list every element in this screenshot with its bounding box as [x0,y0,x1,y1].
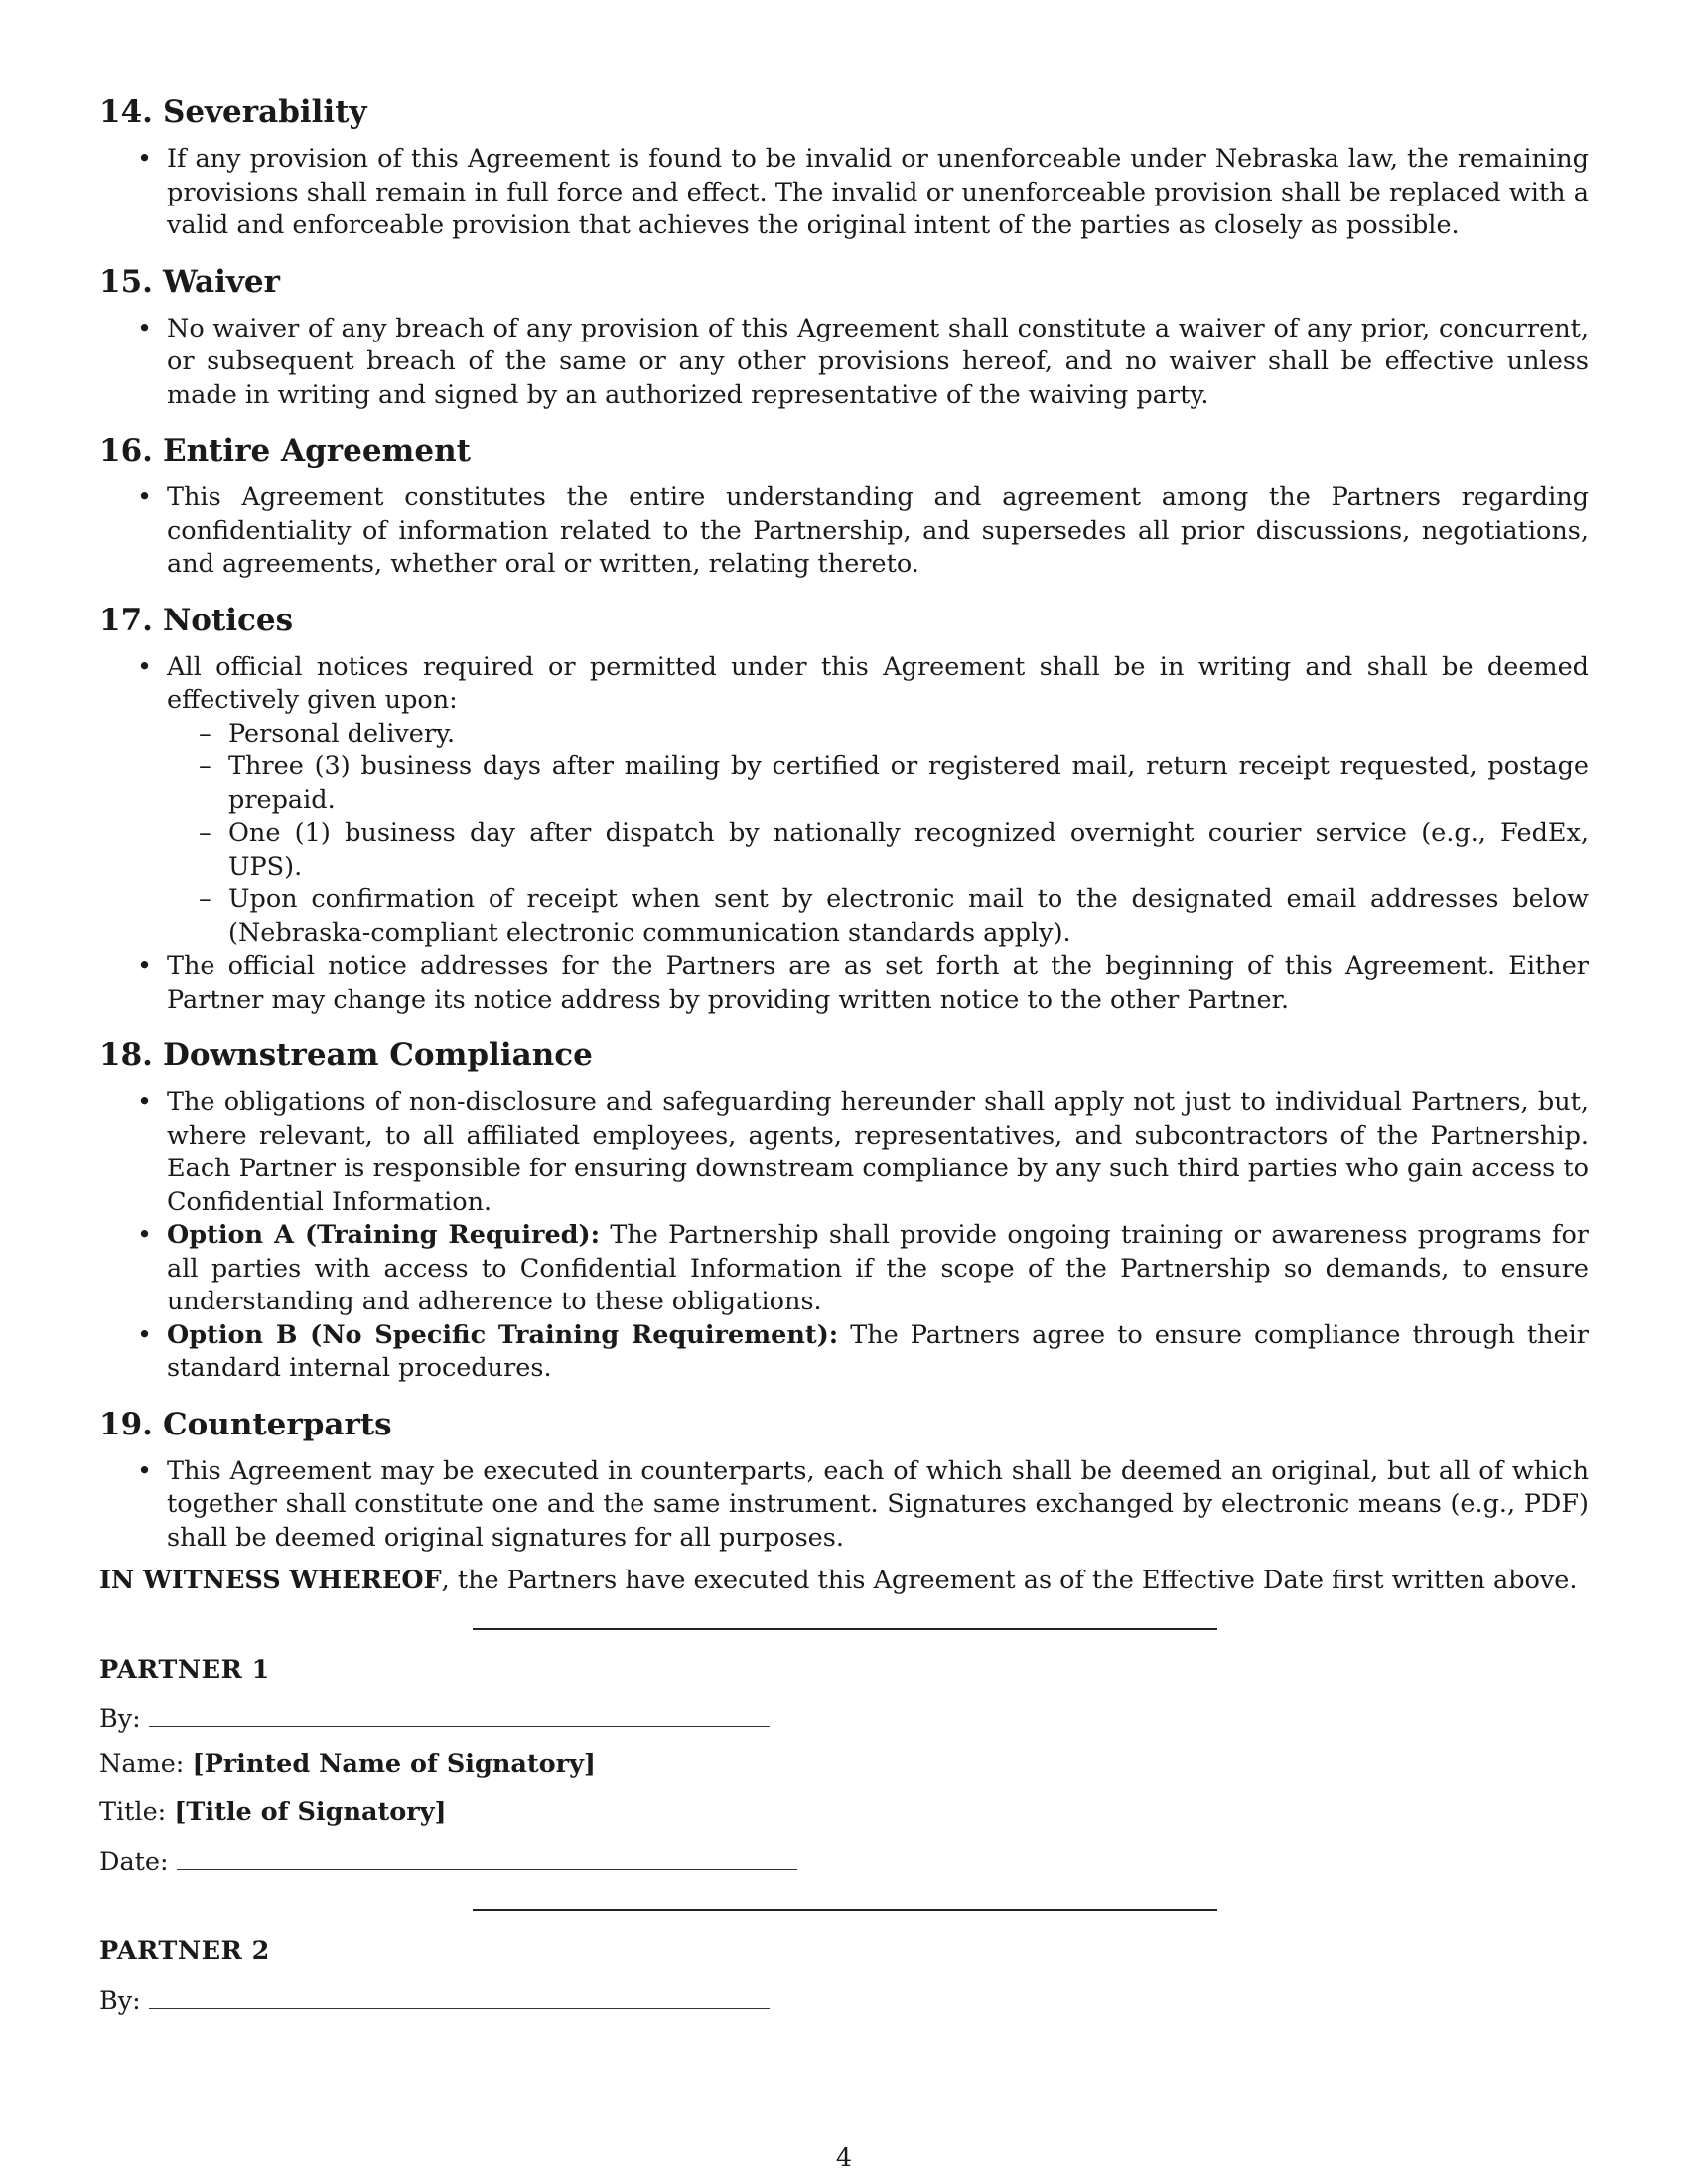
section-heading: 17. Notices [99,602,294,638]
sub-item: – Upon confirmation of receipt when sent by electronic mail to the designated email addresses below (Nebraska-compliant electronic communication standards apply). [228,884,1589,950]
witness-clause: IN WITNESS WHEREOF, the Partners have executed this Agreement as of the Effective Date first written above. [99,1566,1578,1595]
section-heading: 14. Severability [99,94,367,130]
bullet-item: • The obligations of non-disclosure and safeguarding hereunder shall apply not just to individual Partners, but, where relevant, to all affiliated employees, agents, representatives, and subcontractors of the Partnership. Each Partner is responsible for ensuring downstream compliance by any such third parties who gain access to Confidential Information. [167,1086,1589,1219]
section-entire-agreement [99,430,1589,582]
signature-line[interactable] [149,1701,770,1727]
printed-name: [Printed Name of Signatory] [192,1749,596,1779]
section-heading: 19. Counterparts [99,1406,392,1442]
section-heading: 16. Entire Agreement [99,433,471,469]
date-line[interactable] [177,1843,797,1870]
partner-1-title-row: Title: [Title of Signatory] [99,1797,447,1827]
bullet-item: • This Agreement may be executed in counterparts, each of which shall be deemed an original, but all of which together shall constitute one and the same instrument. Signatures exchanged by electronic means (e.g., PDF) shall be deemed original signatures for all purposes. [167,1455,1589,1556]
partner-2-by-row: By: [99,1982,1589,2016]
sub-item: – One (1) business day after dispatch by nationally recognized overnight courier service (e.g., FedEx, UPS). [228,817,1589,884]
partner-2-heading: PARTNER 2 [99,1936,270,1966]
signatory-title: [Title of Signatory] [174,1797,447,1827]
signature-line[interactable] [149,1982,770,2009]
partner-1-heading: PARTNER 1 [99,1654,270,1685]
document-page [99,91,1589,2016]
divider [473,1909,1217,1911]
partner-1-by-row: By: [99,1701,1589,1734]
bullet-item: • The official notice addresses for the Partners are as set forth at the beginning of this Agreement. Either Partner may change its notice address by providing written notice to the other Partner. [167,950,1589,1017]
section-counterparts [99,1404,1589,1556]
bullet-item: • Option A (Training Required): The Partnership shall provide ongoing training or awareness programs for all parties with access to Confidential Information if the scope of the Partnership so demands, to ensure understanding and adherence to these obligations. [167,1219,1589,1319]
section-severability [99,91,1589,243]
bullet-item: • This Agreement constitutes the entire understanding and agreement among the Partners regarding confidentiality of information related to the Partnership, and supersedes all prior discussions, negotiations, and agreements, whether oral or written, relating thereto. [167,481,1589,582]
divider [473,1628,1217,1630]
section-heading: 15. Waiver [99,263,280,300]
partner-1-date-row: Date: [99,1843,1589,1877]
bullet-item: • All official notices required or permitted under this Agreement shall be in writing and shall be deemed effectively given upon: – Personal delivery. – Three (3) business days after mailing by certified or registered mail, return receipt requested, postage prepaid. – One (1) business day after dispatch by nationally recognized overnight courier service (e.g., FedEx, UPS). – Upon confirmation of receipt when sent by electronic mail to the designated email addresses below (Nebraska-compliant electronic communication standards apply). [167,651,1589,951]
section-heading: 18. Downstream Compliance [99,1037,593,1073]
sub-item: – Personal delivery. [228,718,1589,751]
section-waiver [99,261,1589,413]
bullet-item: • No waiver of any breach of any provision of this Agreement shall constitute a waiver of any prior, concurrent, or subsequent breach of the same or any other provisions hereof, and no waiver shall be effective unless made in writing and signed by an authorized representative of the waiving party. [167,313,1589,413]
section-downstream-compliance [99,1034,1589,1386]
bullet-item: • Option B (No Specific Training Requirement): The Partners agree to ensure compliance through their standard internal procedures. [167,1319,1589,1386]
page-number: 4 [835,2143,853,2173]
section-notices [99,600,1589,1018]
bullet-item: • If any provision of this Agreement is found to be invalid or unenforceable under Nebraska law, the remaining provisions shall remain in full force and effect. The invalid or unenforceable provision shall be replaced with a valid and enforceable provision that achieves the original intent of the parties as closely as possible. [167,143,1589,243]
partner-1-name-row: Name: [Printed Name of Signatory] [99,1749,596,1779]
sub-item: – Three (3) business days after mailing by certified or registered mail, return receipt requested, postage prepaid. [228,751,1589,817]
